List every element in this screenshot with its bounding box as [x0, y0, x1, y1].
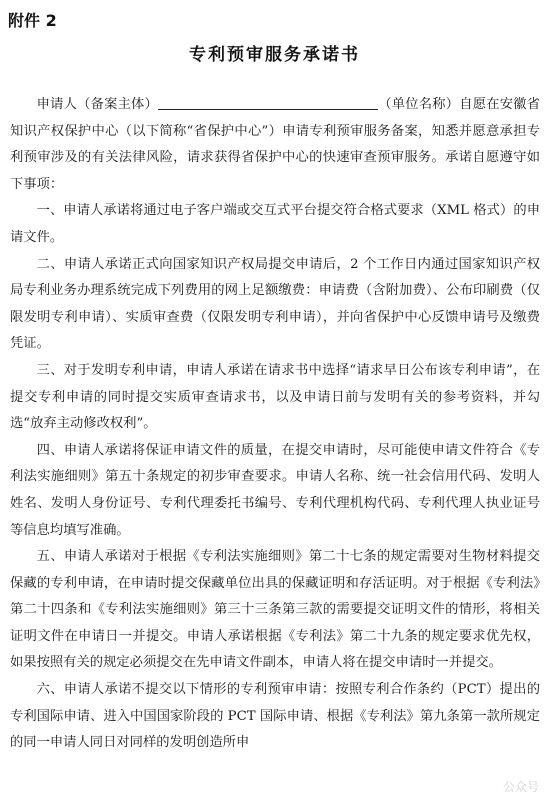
intro-applicant-label: 申请人（备案主体）	[36, 97, 159, 112]
attachment-label: 附件 2	[8, 11, 57, 30]
page-title: 专利预审服务承诺书	[189, 45, 360, 65]
paragraph-3: 三、对于发明专利申请，申请人承诺在请求书中选择“请求早日公布该专利申请”，在提交专利申请的同时提交实质审查请求书，以及申请日前与发明有关的参考资料，并勾选“放弃主动修改权利”。	[10, 362, 540, 432]
intro-paragraph	[10, 92, 540, 198]
applicant-name-blank	[158, 93, 378, 110]
paragraph-2: 二、申请人承诺正式向国家知识产权局提交申请后，2 个工作日内通过国家知识产权局专利业务办理系统完成下列费用的网上足额缴费：申请费（含附加费）、公布印刷费（仅限发明专利申请）、实质审查费（仅限发明专利申请），并向省保护中心反馈申请号及缴费凭证。	[10, 256, 540, 352]
paragraph-6: 六、申请人承诺不提交以下情形的专利预审申请：按照专利合作条约（PCT）提出的专利国际申请、进入中国国家阶段的 PCT 国际申请、根据《专利法》第九条第一款所规定的同一申请人同日对同样的发明创造所申	[10, 682, 540, 751]
watermark: 公众号	[502, 780, 539, 794]
paragraph-1: 一、申请人承诺将通过电子客户端或交互式平台提交符合格式要求（XML 格式）的申请文件。	[10, 203, 540, 245]
paragraph-5: 五、申请人承诺对于根据《专利法实施细则》第二十七条的规定需要对生物材料提交保藏的专利申请，在申请时提交保藏单位出具的保藏证明和存活证明。对于根据《专利法》第二十四条和《专利法实施细则》第三十三条第三款的需要提交证明文件的情形，将相关证明文件在申请日一并提交。申请人承诺根据《专利法》第二十九条的规定要求优先权，如果按照有关的规定必须提交在先申请文件副本，申请人将在提交申请时一并提交。	[10, 549, 540, 671]
paragraph-4: 四、申请人承诺将保证申请文件的质量，在提交申请时，尽可能使申请文件符合《专利法实施细则》第五十条规定的初步审查要求。申请人名称、统一社会信用代码、发明人姓名、发明人身份证号、专利代理委托书编号、专利代理机构代码、专利代理人执业证号等信息均填写准确。	[10, 442, 540, 538]
document-body	[10, 92, 540, 757]
intro-text: （单位名称）自愿在安徽省知识产权保护中心（以下简称“省保护中心”）申请专利预审服务备案，知悉并愿意承担专利预审涉及的有关法律风险，请求获得省保护中心的快速审查预审服务。承诺自愿遵守如下事项：	[10, 97, 541, 192]
